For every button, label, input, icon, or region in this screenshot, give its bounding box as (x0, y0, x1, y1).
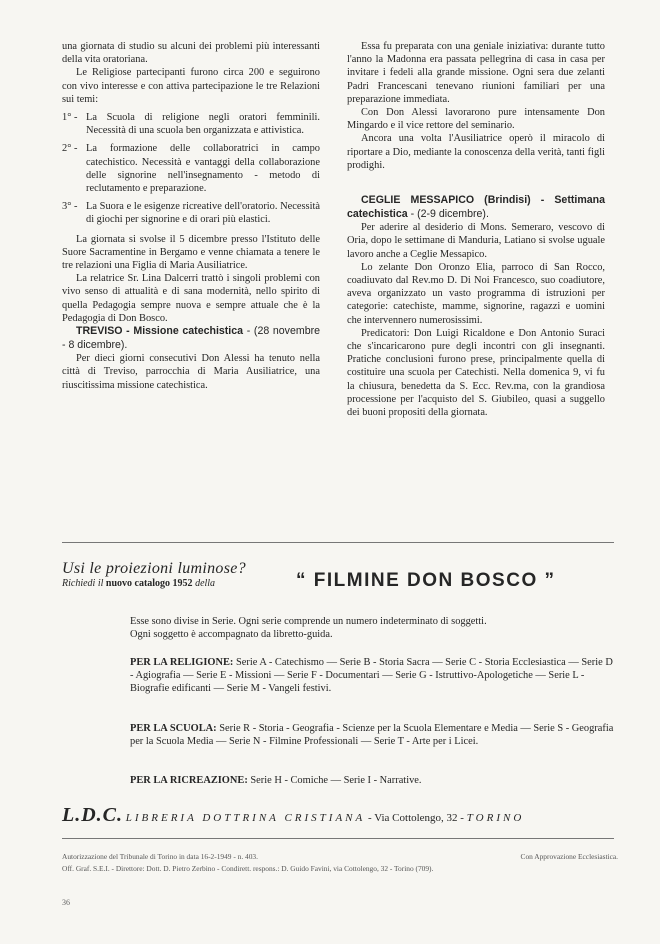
page-number: 36 (62, 898, 70, 907)
footer-line (62, 852, 618, 862)
paragraph: Per dieci giorni consecutivi Don Alessi ha tenuto nella città di Treviso, parrocchia di Maria Ausiliatrice, una riuscitissima missione catechistica. (62, 353, 320, 391)
ad-intro-line: Esse sono divise in Serie. Ogni serie comprende un numero indeterminato di soggetti. (130, 616, 487, 627)
item-text: La formazione delle collaboratrici in campo catechistico. Necessità e vantaggi della collaborazione delle signorine nell'insegnamento - metodo di reclutamento e preparazione. (86, 143, 320, 195)
item-number: 3° - (62, 201, 78, 213)
category-heading: PER LA SCUOLA: (130, 723, 217, 734)
footer-imprint: Off. Graf. S.E.I. - Direttore: Dott. D. Pietro Zerbino - Condirett. respons.: D. Guido Favini, via Cottolengo, 32 - Torino (709). (62, 864, 434, 873)
paragraph: una giornata di studio su alcuni dei problemi più interessanti della vita oratoriana. (62, 41, 320, 66)
footer-authorization: Autorizzazione del Tribunale di Torino in data 16-2-1949 - n. 403. (62, 852, 258, 861)
heading-topic: - Missione catechistica (122, 325, 244, 338)
publisher-name: LIBRERIA DOTTRINA CRISTIANA (125, 812, 366, 824)
ad-category-religion (130, 656, 618, 696)
list-item (62, 111, 320, 137)
heading-place: TREVISO (76, 325, 123, 338)
right-column (347, 40, 605, 419)
divider (62, 542, 614, 543)
item-number: 1° - (62, 112, 78, 124)
ad-request-part: della (192, 578, 216, 589)
category-heading: PER LA RICREAZIONE: (130, 775, 248, 786)
heading-place: CEGLIE MESSAPICO (Brindisi) (361, 194, 531, 207)
paragraph: La relatrice Sr. Lina Dalcerri trattò i singoli problemi con vivo senso di attualità e di sana modernità, nello spirito di quella Pedagogia sempre nuova e sempre attuale che è la Pedagogia di Don Bosco. (62, 273, 320, 324)
list-item (62, 200, 320, 226)
paragraph: Con Don Alessi lavorarono pure intensamente Don Mingardo e il vice rettore del seminario. (347, 107, 605, 132)
ad-request-catalog: nuovo catalogo 1952 (105, 578, 193, 589)
ad-request (62, 578, 215, 589)
category-text: Serie A - Catechismo — Serie B - Storia Sacra — Serie C - Storia Ecclesiastica — Serie D - Agiografia — Serie E - Missioni — Serie F - Documentari — Serie G - Istruttivo-Apologetiche — Serie L - Biografie edificanti — Serie M - Vangeli festivi. (130, 657, 613, 695)
list-item (62, 142, 320, 195)
ad-category-recreation (130, 774, 618, 787)
item-number: 2° - (62, 143, 78, 155)
publisher-address: - Via Cottolengo, 32 - (365, 812, 467, 824)
paragraph: Le Religiose partecipanti furono circa 200 e seguirono con vivo interesse e con attiva partecipazione le tre Relazioni sui temi: (62, 67, 320, 105)
item-text: La Scuola di religione negli oratori femminili. Necessità di una scuola ben organizzata e attivistica. (86, 112, 320, 137)
section-heading (347, 194, 605, 221)
publisher-logo: L.D.C. (62, 804, 123, 826)
paragraph: Essa fu preparata con una geniale iniziativa: durante tutto l'anno la Madonna era passata pellegrina di casa in casa per invitare i fedeli alla grande missione. Ogni sera due zelanti Padri Francescani tenevano riunioni familiari per una preparazione immediata. (347, 41, 605, 105)
category-heading: PER LA RELIGIONE: (130, 657, 234, 668)
footer-line (62, 864, 618, 874)
heading-date: - (28 novembre - 8 dicembre). (62, 325, 321, 351)
paragraph: Lo zelante Don Oronzo Elia, parroco di San Rocco, coadiuvato dal Rev.mo D. Di Noi Francesco, suo coadiutore, aveva organizzato un vasto programma di istruzioni per categorie: catechiste, mamme, signorine, ragazzi e uomini che intervennero numerosissimi. (347, 261, 605, 326)
ad-brand-title: “ FILMINE DON BOSCO ” (296, 570, 556, 591)
left-column (62, 40, 320, 392)
footer-approval: Con Approvazione Ecclesiastica. (520, 852, 618, 861)
category-text: Serie H - Comiche — Serie I - Narrative. (250, 775, 422, 786)
publisher-line (62, 806, 622, 827)
ad-request-part: Richiedi il (62, 578, 106, 589)
paragraph: Per aderire al desiderio di Mons. Semeraro, vescovo di Oria, dopo le settimane di Manduria, Latiano si svolse uguale lavoro anche a Ceglie Messapico. (347, 222, 605, 260)
paragraph: Ancora una volta l'Ausiliatrice operò il miracolo di riportare a Dio, mediante la conoscenza della verità, tanti figli prodighi. (347, 133, 605, 171)
item-text: La Suora e le esigenze ricreative dell'oratorio. Necessità di giochi per signorine e di orari più elastici. (86, 201, 320, 226)
category-text: Serie R - Storia - Geografia - Scienze per la Scuola Elementare e Media — Serie S - Geografia per la Scuola Media — Serie N - Filmine Professionali — Serie T - Arte per i Licei. (130, 723, 614, 748)
ad-intro (130, 615, 618, 641)
ad-intro-line: Ogni soggetto è accompagnato da libretto-guida. (130, 629, 333, 641)
heading-topic: - Settimana catechistica (347, 194, 605, 220)
paragraph: Predicatori: Don Luigi Ricaldone e Don Antonio Suraci che s'incaricarono pure degli incontri con gli insegnanti. Pratiche conclusioni furono prese, principalmente quella di costituire una scuola per Catechisti. Nella domenica 9, vi fu la chiusura, benedetta da S. Ecc. Rev.ma, con la grandiosa processione per l'acquisto del S. Giubileo, quasi a suggello dei buoni propositi della giornata. (347, 327, 605, 419)
ad-category-school (130, 722, 618, 748)
paragraph: La giornata si svolse il 5 dicembre presso l'Istituto delle Suore Sacramentine in Bergamo e venne chiamata a tenere le tre relazioni una Figlia di Maria Ausiliatrice. (62, 233, 320, 272)
ad-question: Usi le proiezioni luminose? (62, 560, 246, 577)
divider (62, 838, 614, 839)
section-heading (62, 325, 320, 352)
heading-date: - (2-9 dicembre). (407, 207, 489, 220)
publisher-city: TORINO (466, 812, 525, 824)
